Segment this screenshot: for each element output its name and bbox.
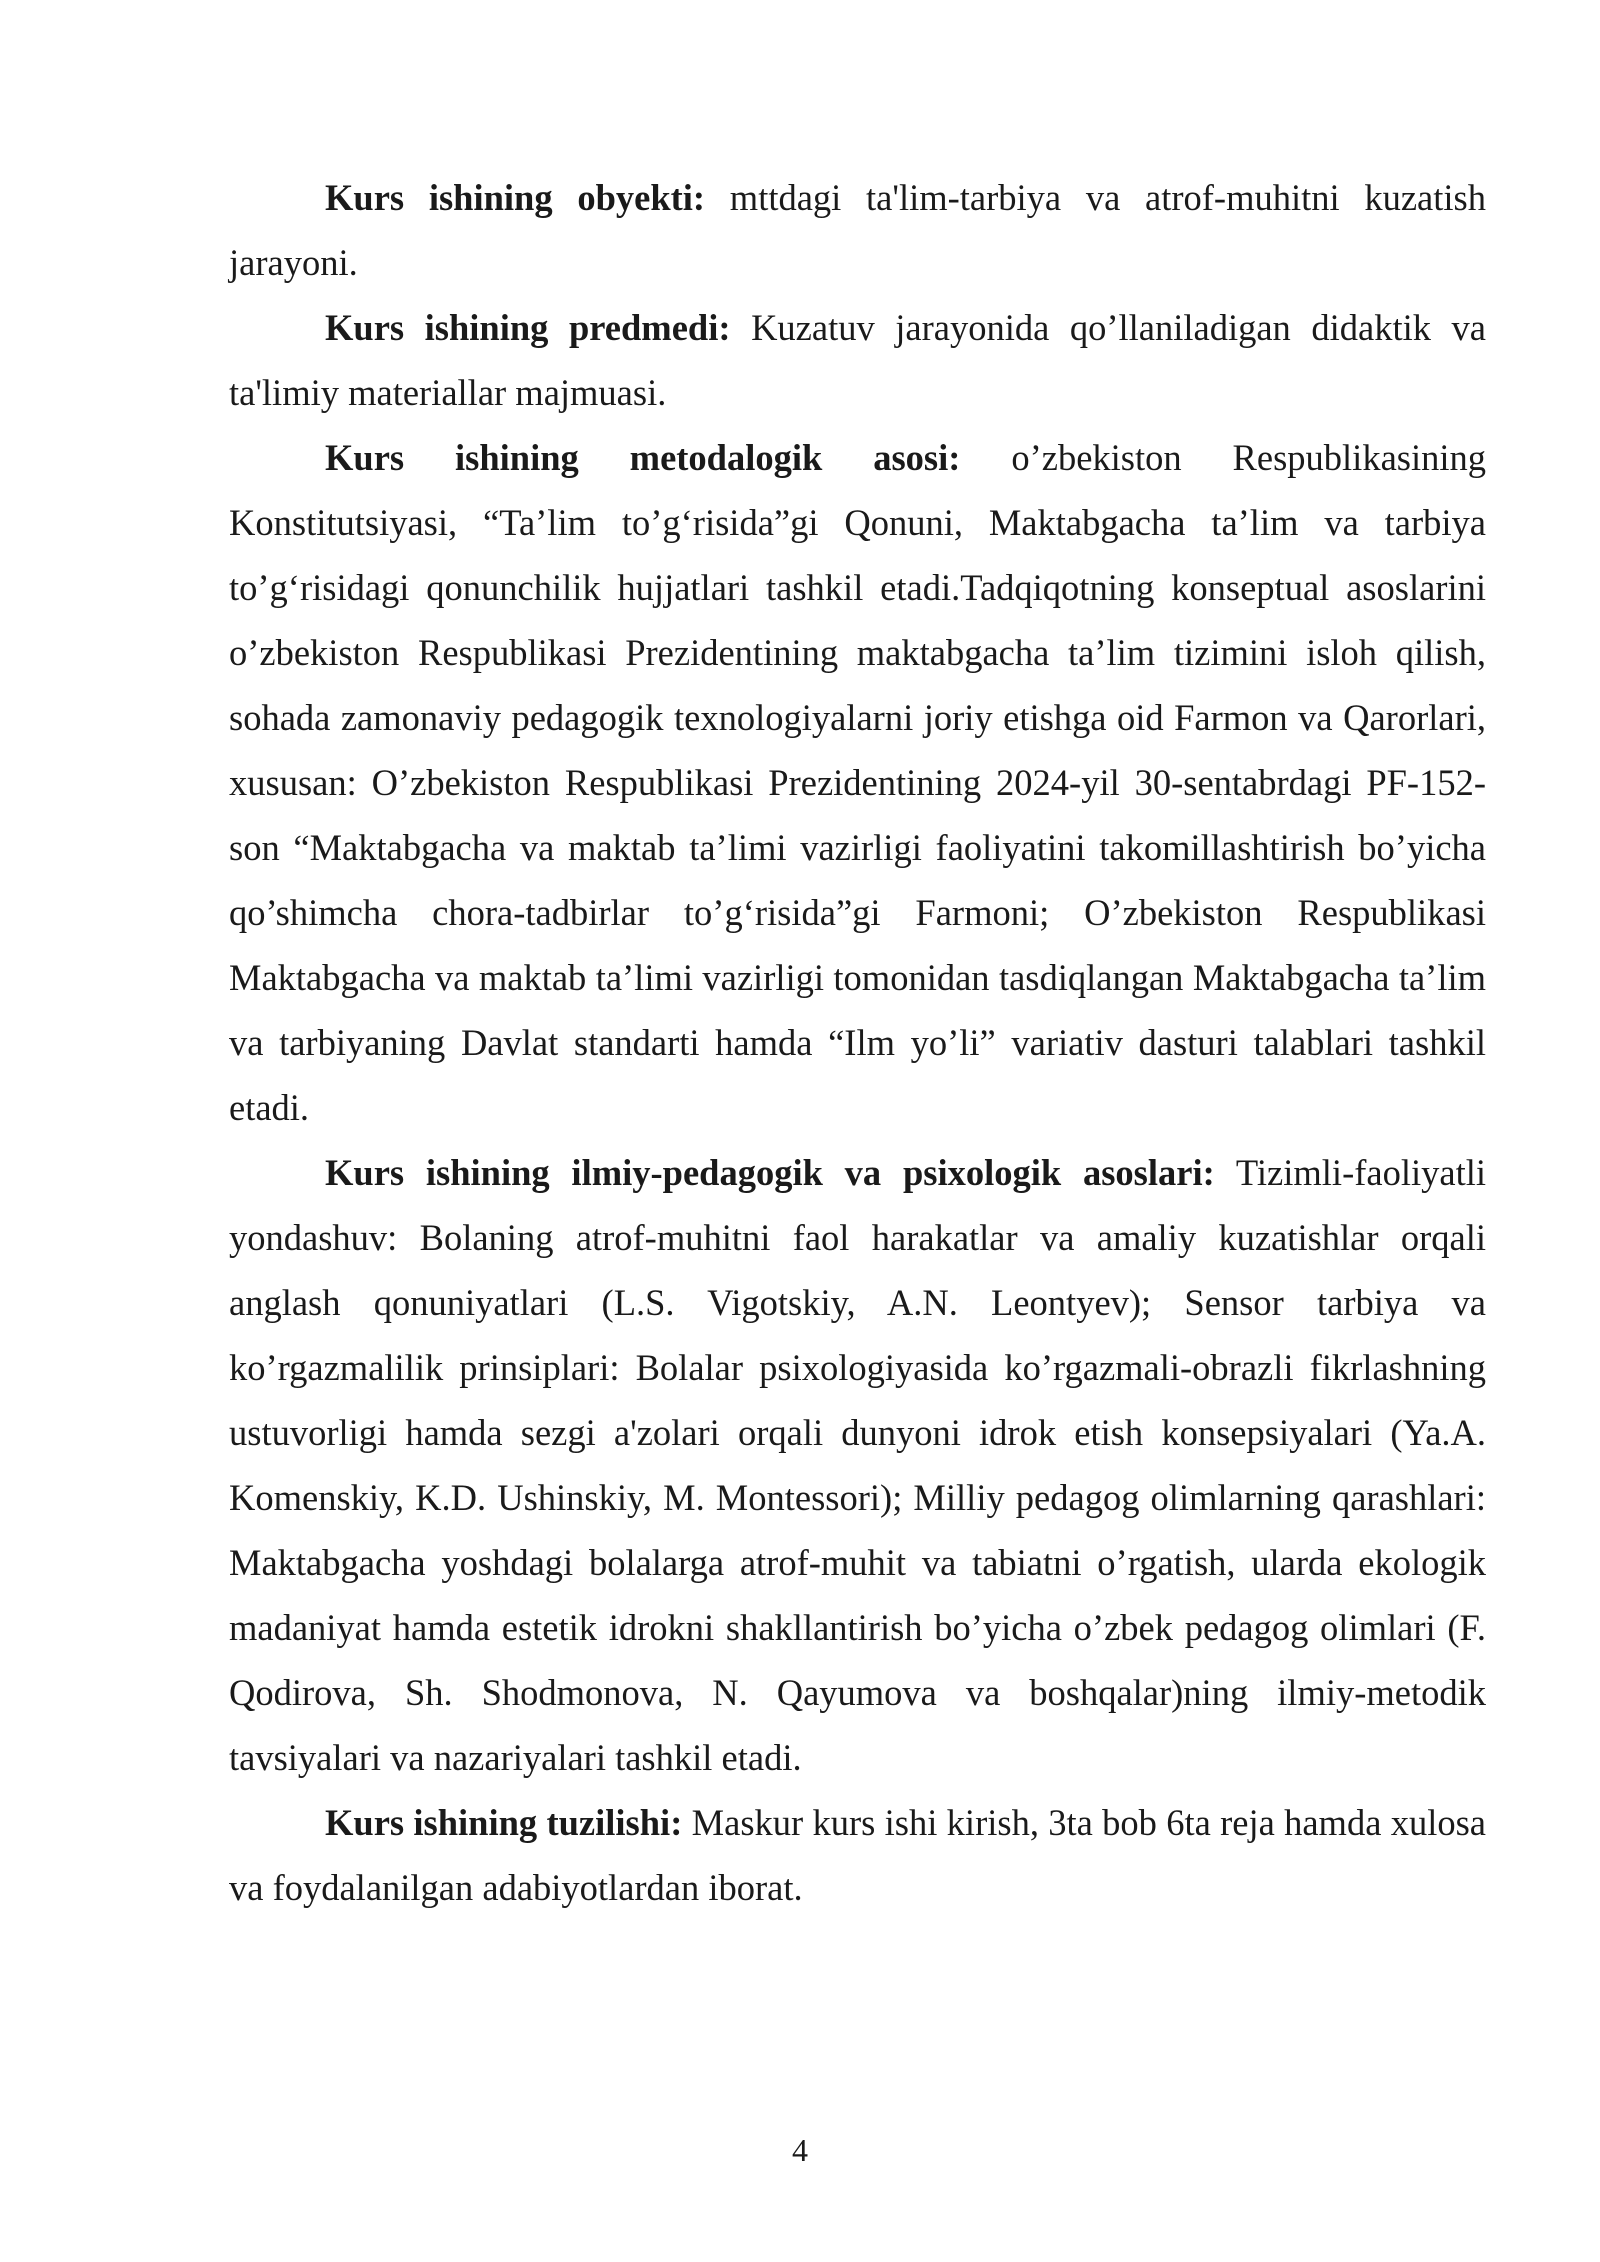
document-page <box>229 165 1486 1920</box>
paragraph-text: o’zbekiston Respublikasining Konstitutsiyasi, “Ta’lim to’g‘risida”gi Qonuni, Maktabgacha ta’lim va tarbiya to’g‘risidagi qonunchilik hujjatlari tashkil etadi.Tadqiqotning konseptual asoslarini o’zbekiston Respublikasi Prezidentining maktabgacha ta’lim tizimini isloh qilish, sohada zamonaviy pedagogik texnologiyalarni joriy etishga oid Farmon va Qarorlari, xususan: O’zbekiston Respublikasi Prezidentining 2024-yil 30-sentabrdagi PF-152-son “Maktabgacha va maktab ta’limi vazirligi faoliyatini takomillashtirish bo’yicha qo’shimcha chora-tadbirlar to’g‘risida”gi Farmoni; O’zbekiston Respublikasi Maktabgacha va maktab ta’limi vazirligi tomonidan tasdiqlangan Maktabgacha ta’lim va tarbiyaning Davlat standarti hamda “Ilm yo’li” variativ dasturi talablari tashkil etadi. <box>229 437 1487 1128</box>
paragraph-text: Tizimli-faoliyatli yondashuv: Bolaning atrof-muhitni faol harakatlar va amaliy kuzatishlar orqali anglash qonuniyatlari (L.S. Vigotskiy, A.N. Leontyev); Sensor tarbiya va ko’rgazmalilik prinsiplari: Bolalar psixologiyasida ko’rgazmali-obrazli fikrlashning ustuvorligi hamda sezgi a'zolari orqali dunyoni idrok etish konsepsiyalari (Ya.A. Komenskiy, K.D. Ushinskiy, M. Montessori); Milliy pedagog olimlarning qarashlari: Maktabgacha yoshdagi bolalarga atrof-muhit va tabiatni o’rgatish, ularda ekologik madaniyat hamda estetik idrokni shakllantirish bo’yicha o’zbek pedagog olimlari (F. Qodirova, Sh. Shodmonova, N. Qayumova va boshqalar)ning ilmiy-metodik tavsiyalari va nazariyalari tashkil etadi. <box>229 1152 1486 1778</box>
paragraph-label: Kurs ishining tuzilishi: <box>325 1802 683 1843</box>
paragraph-methodological-basis <box>229 425 1486 1140</box>
page-number: 4 <box>792 2132 808 2168</box>
paragraph-label: Kurs ishining metodalogik asosi: <box>325 437 961 478</box>
paragraph-subject <box>229 295 1486 425</box>
paragraph-text: Kuzatuv jarayonida qo’llaniladigan didaktik va ta'limiy materiallar majmuasi. <box>229 307 1486 413</box>
paragraph-structure <box>229 1790 1486 1920</box>
paragraph-text: Maskur kurs ishi kirish, 3ta bob 6ta reja hamda xulosa va foydalanilgan adabiyotlardan iborat. <box>229 1802 1486 1908</box>
paragraph-scientific-basis <box>229 1140 1486 1790</box>
paragraph-object <box>229 165 1486 295</box>
paragraph-label: Kurs ishining ilmiy-pedagogik va psixologik asoslari: <box>325 1152 1215 1193</box>
paragraph-label: Kurs ishining predmedi: <box>325 307 731 348</box>
paragraph-text: mttdagi ta'lim-tarbiya va atrof-muhitni kuzatish jarayoni. <box>229 177 1486 283</box>
paragraph-label: Kurs ishining obyekti: <box>325 177 706 218</box>
